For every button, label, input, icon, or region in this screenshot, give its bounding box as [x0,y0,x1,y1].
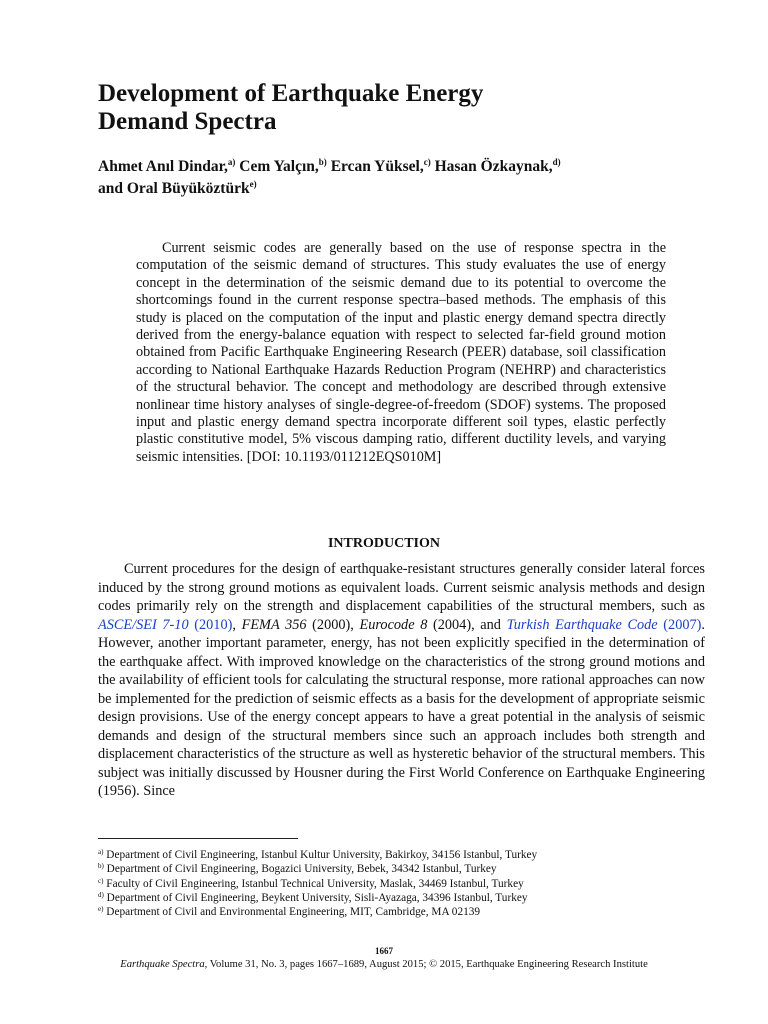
author-affiliation-mark: d) [552,157,561,167]
author-name: Hasan Özkaynak, [434,158,553,175]
ref-asce-year-link[interactable]: (2010) [188,616,233,633]
ref-fema-name: FEMA 356 [241,616,307,633]
footnote-text: Faculty of Civil Engineering, Istanbul Technical University, Maslak, 34469 Istanbul, Turkey [106,877,524,890]
author-affiliation-mark: e) [249,179,257,189]
footnote-e [98,905,718,919]
ref-eurocode-year: (2004), and [427,616,507,633]
footnote-text: Department of Civil Engineering, Beykent University, Sisli-Ayazaga, 34396 Istanbul, Turkey [106,891,528,904]
author-affiliation-mark: b) [318,157,327,167]
footnote-mark: d) [98,890,104,899]
ref-turkish-code-year-link[interactable]: (2007) [657,616,702,633]
paper-title [98,80,698,136]
abstract-text: Current seismic codes are generally based on the use of response spectra in the computation of the seismic demand of structures. This study evaluates the use of energy concept in the determination of the seismic demand due to its potential to overcome the shortcomings found in the current response spectra–based methods. The emphasis of this study is placed on the computation of the input and plastic energy demand spectra directly derived from the energy-balance equation with respect to selected far-field ground motion obtained from Pacific Earthquake Engineering Research (PEER) database, soil classification according to National Earthquake Hazards Reduction Program (NEHRP) and characteristics of the structural behavior. The concept and methodology are described through extensive nonlinear time history analyses of single-degree-of-freedom (SDOF) systems. The proposed input and plastic energy demand spectra incorporate different soil types, elastic perfectly plastic constitutive model, 5% viscous damping ratio, different ductility levels, and varying seismic intensities. [DOI: 10.1193/011212EQS010M] [136,240,666,465]
page-number: 1667 [375,946,393,956]
footnotes [98,848,718,919]
footnote-text: Department of Civil Engineering, Bogazici University, Bebek, 34342 Istanbul, Turkey [106,863,497,876]
author-line-2 [98,178,718,200]
footnote-d [98,891,718,905]
ref-turkish-code-link[interactable]: Turkish Earthquake Code [506,616,658,633]
title-line-1: Development of Earthquake Energy [98,80,484,107]
author-line-1 [98,156,718,178]
footnote-b [98,862,718,876]
footnote-mark: b) [98,862,104,871]
author-name: Ercan Yüksel, [330,158,424,175]
journal-citation [0,958,768,972]
intro-text-part-2: . However, another important parameter, energy, has not been explicitly specified in the determination of the earthquake affect. With improved knowledge on the characteristics of the strong ground motions and the availability of efficient tools for calculating the structural response, more rational approaches can now be implemented for the prediction of seismic effects as a basis for the development of appropriate seismic design provisions. Use of the energy concept appears to have a great potential in the analysis of seismic demands and design of the structural members since such an approach includes both strength and displacement characteristics of the structure as well as hysteretic behavior of the structural members. This subject was initially discussed by Housner during the First World Conference on Earthquake Engineering (1956). Since [98,616,705,799]
introduction-body [98,560,705,801]
footnote-mark: e) [98,905,104,914]
journal-name: Earthquake Spectra [120,959,205,970]
introduction-paragraph [98,560,705,801]
intro-text-part-1: Current procedures for the design of earthquake-resistant structures generally consider lateral forces induced by the strong ground motions as equivalent loads. Current seismic analysis methods and design codes primarily rely on the strength and displacement capabilities of the structural members, such as [98,561,705,614]
footnote-c [98,877,718,891]
author-affiliation-mark: a) [227,157,236,167]
footnote-divider [98,838,298,839]
intro-separator: , [232,616,242,633]
author-list [98,156,718,200]
author-affiliation-mark: c) [423,157,431,167]
abstract [136,240,666,466]
journal-details: , Volume 31, No. 3, pages 1667–1689, August 2015; © 2015, Earthquake Engineering Research Institute [204,959,648,970]
author-name: Cem Yalçın, [239,158,319,175]
section-heading-introduction: INTRODUCTION [327,536,440,551]
ref-fema-year: (2000), [306,616,360,633]
footnote-mark: a) [98,848,104,856]
title-line-2: Demand Spectra [98,108,277,135]
footnote-text: Department of Civil and Environmental Engineering, MIT, Cambridge, MA 02139 [106,906,481,919]
ref-asce-link[interactable]: ASCE/SEI 7-10 [98,616,189,633]
author-name: and Oral Büyüköztürk [98,180,250,197]
author-name: Ahmet Anıl Dindar, [98,158,228,175]
ref-eurocode-name: Eurocode 8 [359,616,428,633]
footnote-a [98,848,718,862]
footnote-text: Department of Civil Engineering, Istanbul Kultur University, Bakirkoy, 34156 Istanbul, Turkey [106,849,538,861]
footnote-mark: c) [98,876,104,885]
